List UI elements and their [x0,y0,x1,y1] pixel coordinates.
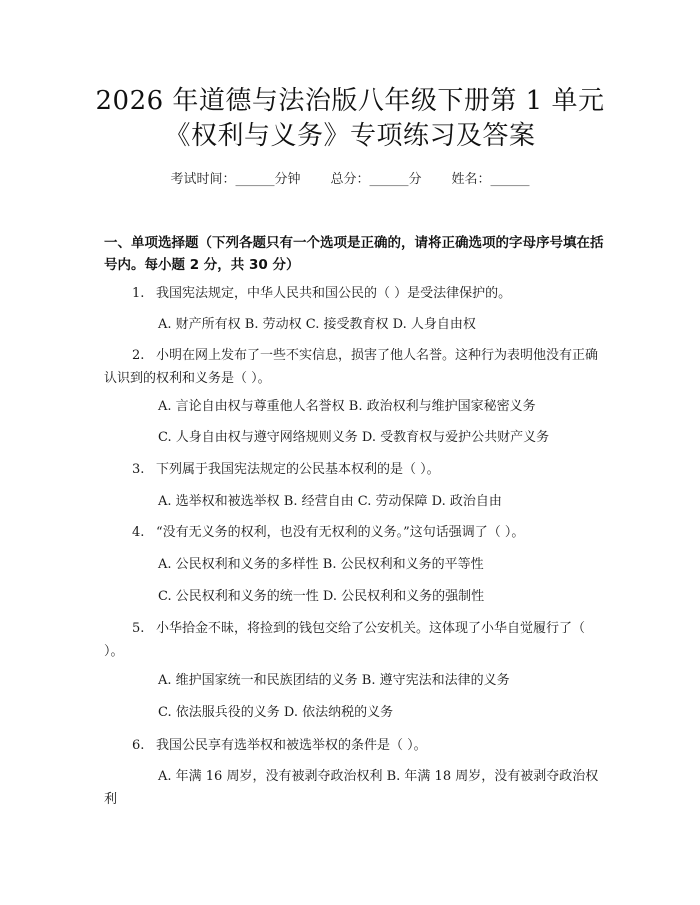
question-number: 3. [132,462,145,477]
question-text: 小明在网上发布了一些不实信息，损害了他人名誉。这种行为表明他没有正确认识到的权利和义务是（ ）。 [104,348,599,386]
question-text: “没有无义务的权利，也没有无权利的义务。”这句话强调了（ ）。 [156,525,525,540]
question [104,521,602,544]
exam-score: 总分：______分 [330,172,422,187]
question [104,282,602,305]
question-options: A. 年满 16 周岁，没有被剥夺政治权利 B. 年满 18 周岁，没有被剥夺政治权利 [104,769,599,807]
question [104,734,602,757]
question-options: A. 选举权和被选举权 B. 经营自由 C. 劳动保障 D. 政治自由 [158,494,502,509]
question-options: C. 人身自由权与遵守网络规则义务 D. 受教育权与爱护公共财产义务 [158,430,550,445]
question-options: A. 公民权利和义务的多样性 B. 公民权利和义务的平等性 [158,557,484,572]
exam-info [0,168,700,187]
question-text: 小华拾金不昧，将捡到的钱包交给了公安机关。这体现了小华自觉履行了（ ）。 [104,621,586,659]
section-title: 一、单项选择题（下列各题只有一个选项是正确的，请将正确选项的字母序号填在括号内。每小题 2 分，共 30 分） [104,235,604,273]
question-options: A. 维护国家统一和民族团结的义务 B. 遵守宪法和法律的义务 [158,673,510,688]
question-text: 我国公民享有选举权和被选举权的条件是（ ）。 [156,738,427,753]
question-options: A. 言论自由权与尊重他人名誉权 B. 政治权利与维护国家秘密义务 [158,399,536,414]
document-title-line1: 2026 年道德与法治版八年级下册第 1 单元 [95,86,605,116]
question-text: 下列属于我国宪法规定的公民基本权利的是（ ）。 [156,462,440,477]
question-number: 6. [132,738,145,753]
question-number: 1. [132,286,145,301]
question-number: 2. [132,348,145,363]
question-options: C. 依法服兵役的义务 D. 依法纳税的义务 [158,705,394,720]
question-number: 5. [132,621,145,636]
exam-time: 考试时间：______分钟 [170,172,301,187]
exam-name: 姓名：______ [451,172,530,187]
document-title-line2: 《权利与义务》专项练习及答案 [164,121,536,151]
question-options: A. 财产所有权 B. 劳动权 C. 接受教育权 D. 人身自由权 [158,317,476,332]
question [104,344,602,390]
question-number: 4. [132,525,145,540]
question [104,458,602,481]
question [104,617,602,663]
question-options: C. 公民权利和义务的统一性 D. 公民权利和义务的强制性 [158,589,485,604]
question-text: 我国宪法规定，中华人民共和国公民的（ ）是受法律保护的。 [156,286,512,301]
